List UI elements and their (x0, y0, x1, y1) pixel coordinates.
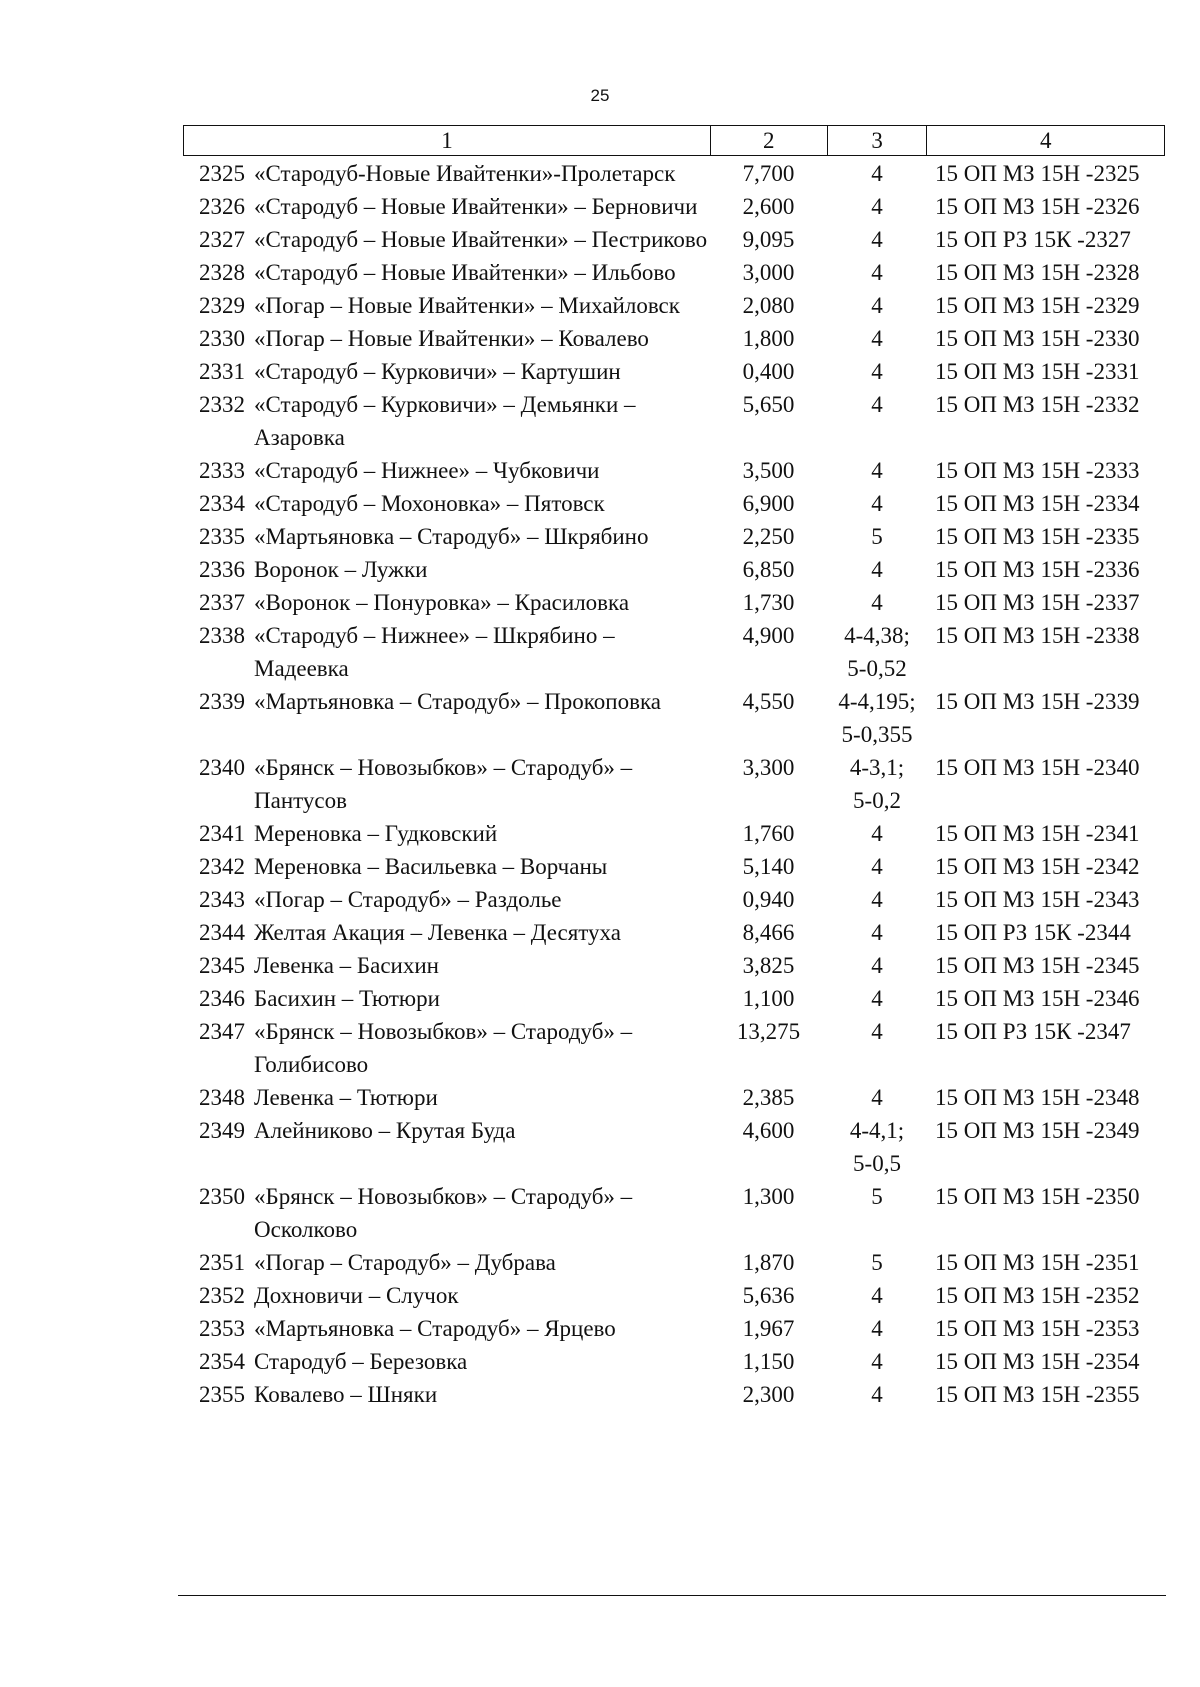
road-category-part: 4 (871, 458, 883, 483)
road-length: 1,760 (742, 821, 795, 846)
road-length: 2,300 (742, 1382, 795, 1407)
road-category-part: 4 (871, 854, 883, 879)
road-length: 1,730 (742, 590, 795, 615)
table-row (183, 685, 1165, 751)
road-category (827, 355, 927, 388)
road-code: 15 ОП МЗ 15Н -2333 (935, 458, 1140, 483)
row-number: 2335 (199, 524, 245, 549)
road-code: 15 ОП МЗ 15Н -2345 (935, 953, 1140, 978)
road-category-part: 4 (871, 227, 883, 252)
road-category (827, 1246, 927, 1279)
road-name: «Брянск – Новозыбков» – Стародуб» – Осколково (254, 1184, 633, 1242)
road-length: 2,600 (742, 194, 795, 219)
row-number: 2327 (199, 227, 245, 252)
road-name: «Воронок – Понуровка» – Красиловка (254, 590, 630, 615)
row-number: 2340 (199, 755, 245, 780)
road-name: Желтая Акация – Левенка – Десятуха (254, 920, 621, 945)
row-number: 2350 (199, 1184, 245, 1209)
table-row (183, 586, 1165, 619)
road-code: 15 ОП МЗ 15Н -2341 (935, 821, 1140, 846)
road-length: 3,825 (742, 953, 795, 978)
road-name: «Стародуб – Нижнее» – Чубковичи (254, 458, 600, 483)
road-code: 15 ОП МЗ 15Н -2335 (935, 524, 1140, 549)
road-name: «Мартьяновка – Стародуб» – Шкрябино (254, 524, 649, 549)
table-bottom-rule (178, 1595, 1166, 1596)
page-number: 25 (590, 86, 610, 105)
road-length: 5,140 (742, 854, 795, 879)
road-length: 5,650 (742, 392, 795, 417)
road-name: «Погар – Стародуб» – Дубрава (254, 1250, 556, 1275)
row-number: 2325 (199, 161, 245, 186)
road-length: 4,550 (742, 689, 795, 714)
road-category-part: 4 (871, 293, 883, 318)
road-category (827, 685, 927, 751)
road-code: 15 ОП МЗ 15Н -2355 (935, 1382, 1140, 1407)
road-length: 1,300 (742, 1184, 795, 1209)
row-number: 2345 (199, 953, 245, 978)
row-number: 2332 (199, 392, 245, 417)
road-length: 1,150 (742, 1349, 795, 1374)
road-category (827, 982, 927, 1015)
road-code: 15 ОП МЗ 15Н -2325 (935, 161, 1140, 186)
road-category-part: 4 (871, 1085, 883, 1110)
table-row (183, 1015, 1165, 1081)
row-number: 2334 (199, 491, 245, 516)
road-code: 15 ОП МЗ 15Н -2343 (935, 887, 1140, 912)
road-length: 1,967 (742, 1316, 795, 1341)
road-length: 4,900 (742, 623, 795, 648)
road-category-part: 4 (871, 392, 883, 417)
road-category (827, 157, 927, 190)
road-code: 15 ОП МЗ 15Н -2353 (935, 1316, 1140, 1341)
row-number: 2341 (199, 821, 245, 846)
header-col-2: 2 (710, 126, 827, 155)
road-name: «Погар – Новые Ивайтенки» – Михайловск (254, 293, 680, 318)
table-row (183, 454, 1165, 487)
table-row (183, 520, 1165, 553)
row-number: 2326 (199, 194, 245, 219)
road-name: «Стародуб – Новые Ивайтенки» – Берновичи (254, 194, 698, 219)
road-code: 15 ОП МЗ 15Н -2340 (935, 755, 1140, 780)
table-row (183, 1246, 1165, 1279)
table-row (183, 553, 1165, 586)
table-row (183, 949, 1165, 982)
table-row (183, 982, 1165, 1015)
row-number: 2337 (199, 590, 245, 615)
table-row (183, 190, 1165, 223)
table-row (183, 256, 1165, 289)
road-length: 3,300 (742, 755, 795, 780)
road-length: 4,600 (742, 1118, 795, 1143)
road-length: 6,900 (742, 491, 795, 516)
road-category-part: 5 (871, 1184, 883, 1209)
road-category (827, 586, 927, 619)
road-code: 15 ОП МЗ 15Н -2342 (935, 854, 1140, 879)
road-category-part: 4 (871, 1019, 883, 1044)
table-row (183, 1345, 1165, 1378)
roads-table (183, 157, 1165, 1411)
road-code: 15 ОП МЗ 15Н -2329 (935, 293, 1140, 318)
road-name: «Мартьяновка – Стародуб» – Ярцево (254, 1316, 616, 1341)
table-row (183, 751, 1165, 817)
road-category (827, 949, 927, 982)
road-category (827, 916, 927, 949)
road-category-part: 4 (871, 986, 883, 1011)
row-number: 2339 (199, 689, 245, 714)
row-number: 2344 (199, 920, 245, 945)
row-number: 2342 (199, 854, 245, 879)
road-length: 13,275 (736, 1019, 801, 1044)
road-category-part: 4 (871, 1283, 883, 1308)
road-category (827, 454, 927, 487)
table-row (183, 1378, 1165, 1411)
row-number: 2355 (199, 1382, 245, 1407)
road-category-part: 5-0,2 (853, 788, 901, 813)
table-row (183, 157, 1165, 190)
road-name: Ковалево – Шняки (254, 1382, 438, 1407)
road-name: Мереновка – Гудковский (254, 821, 498, 846)
row-number: 2336 (199, 557, 245, 582)
row-number: 2343 (199, 887, 245, 912)
road-category-part: 4 (871, 887, 883, 912)
row-number: 2331 (199, 359, 245, 384)
road-code: 15 ОП РЗ 15К -2327 (935, 227, 1131, 252)
road-name: «Стародуб-Новые Ивайтенки»-Пролетарск (254, 161, 676, 186)
road-code: 15 ОП МЗ 15Н -2351 (935, 1250, 1140, 1275)
road-length: 7,700 (742, 161, 795, 186)
road-category-part: 4 (871, 359, 883, 384)
table-row (183, 322, 1165, 355)
road-category-part: 4 (871, 590, 883, 615)
road-category-part: 4 (871, 161, 883, 186)
row-number: 2346 (199, 986, 245, 1011)
table-row (183, 1081, 1165, 1114)
road-code: 15 ОП МЗ 15Н -2326 (935, 194, 1140, 219)
road-code: 15 ОП РЗ 15К -2347 (935, 1019, 1131, 1044)
road-category (827, 1180, 927, 1246)
row-number: 2353 (199, 1316, 245, 1341)
road-category-part: 4-4,1; (849, 1118, 905, 1143)
table-row (183, 1312, 1165, 1345)
road-name: «Стародуб – Курковичи» – Картушин (254, 359, 621, 384)
road-length: 0,400 (742, 359, 795, 384)
road-category-part: 4 (871, 821, 883, 846)
road-code: 15 ОП МЗ 15Н -2336 (935, 557, 1140, 582)
road-category-part: 4-3,1; (849, 755, 905, 780)
road-category (827, 553, 927, 586)
row-number: 2352 (199, 1283, 245, 1308)
road-length: 8,466 (742, 920, 795, 945)
row-number: 2328 (199, 260, 245, 285)
road-category (827, 1015, 927, 1081)
table-header (183, 125, 1165, 156)
road-category (827, 256, 927, 289)
table-row (183, 487, 1165, 520)
road-length: 1,100 (742, 986, 795, 1011)
road-name: Стародуб – Березовка (254, 1349, 468, 1374)
row-number: 2349 (199, 1118, 245, 1143)
table-row (183, 817, 1165, 850)
road-code: 15 ОП МЗ 15Н -2339 (935, 689, 1140, 714)
road-name: «Брянск – Новозыбков» – Стародуб» – Голибисово (254, 1019, 633, 1077)
road-name: Мереновка – Васильевка – Ворчаны (254, 854, 608, 879)
road-category-part: 4 (871, 557, 883, 582)
road-category (827, 850, 927, 883)
road-category (827, 817, 927, 850)
road-category-part: 4-4,38; (844, 623, 910, 648)
table-row (183, 1180, 1165, 1246)
road-category (827, 1114, 927, 1180)
table-row (183, 355, 1165, 388)
header-col-4: 4 (926, 126, 1164, 155)
road-length: 1,800 (742, 326, 795, 351)
road-code: 15 ОП МЗ 15Н -2330 (935, 326, 1140, 351)
road-code: 15 ОП МЗ 15Н -2334 (935, 491, 1140, 516)
road-name: «Погар – Новые Ивайтенки» – Ковалево (254, 326, 649, 351)
road-code: 15 ОП МЗ 15Н -2354 (935, 1349, 1140, 1374)
road-length: 3,000 (742, 260, 795, 285)
road-name: «Стародуб – Новые Ивайтенки» – Ильбово (254, 260, 676, 285)
road-name: Басихин – Тютюри (254, 986, 440, 1011)
road-code: 15 ОП МЗ 15Н -2346 (935, 986, 1140, 1011)
road-length: 5,636 (742, 1283, 795, 1308)
road-name: «Стародуб – Новые Ивайтенки» – Пестриково (254, 227, 708, 252)
row-number: 2329 (199, 293, 245, 318)
road-category (827, 289, 927, 322)
road-category-part: 4 (871, 1382, 883, 1407)
road-code: 15 ОП РЗ 15К -2344 (935, 920, 1131, 945)
road-category-part: 4 (871, 1316, 883, 1341)
road-name: «Стародуб – Нижнее» – Шкрябино – Мадеевка (254, 623, 615, 681)
road-category (827, 619, 927, 685)
road-length: 3,500 (742, 458, 795, 483)
row-number: 2330 (199, 326, 245, 351)
road-category-part: 5-0,52 (847, 656, 907, 681)
road-name: «Стародуб – Мохоновка» – Пятовск (254, 491, 605, 516)
road-category (827, 1378, 927, 1411)
road-category-part: 5-0,355 (841, 722, 913, 747)
road-code: 15 ОП МЗ 15Н -2338 (935, 623, 1140, 648)
road-category-part: 5 (871, 524, 883, 549)
road-category (827, 520, 927, 553)
road-category-part: 4-4,195; (838, 689, 916, 714)
road-category-part: 4 (871, 1349, 883, 1374)
road-name: «Брянск – Новозыбков» – Стародуб» – Пантусов (254, 755, 633, 813)
row-number: 2338 (199, 623, 245, 648)
road-code: 15 ОП МЗ 15Н -2337 (935, 590, 1140, 615)
table-row (183, 289, 1165, 322)
road-code: 15 ОП МЗ 15Н -2352 (935, 1283, 1140, 1308)
road-category (827, 487, 927, 520)
road-category (827, 1345, 927, 1378)
road-category-part: 4 (871, 953, 883, 978)
table-row (183, 916, 1165, 949)
road-category (827, 322, 927, 355)
road-length: 2,080 (742, 293, 795, 318)
road-name: Левенка – Тютюри (254, 1085, 438, 1110)
road-category-part: 5 (871, 1250, 883, 1275)
road-name: Левенка – Басихин (254, 953, 439, 978)
road-length: 2,385 (742, 1085, 795, 1110)
table-row (183, 850, 1165, 883)
road-name: Воронок – Лужки (254, 557, 428, 582)
table-row (183, 619, 1165, 685)
road-category (827, 1279, 927, 1312)
road-name: Дохновичи – Случок (254, 1283, 459, 1308)
table-row (183, 223, 1165, 256)
road-category (827, 1081, 927, 1114)
road-code: 15 ОП МЗ 15Н -2350 (935, 1184, 1140, 1209)
road-name: «Стародуб – Курковичи» – Демьянки – Азаровка (254, 392, 636, 450)
road-category-part: 4 (871, 491, 883, 516)
road-category-part: 5-0,5 (853, 1151, 901, 1176)
road-category (827, 388, 927, 454)
row-number: 2351 (199, 1250, 245, 1275)
row-number: 2333 (199, 458, 245, 483)
road-category-part: 4 (871, 194, 883, 219)
road-category (827, 190, 927, 223)
road-length: 2,250 (742, 524, 795, 549)
table-row (183, 1114, 1165, 1180)
header-col-3: 3 (827, 126, 927, 155)
road-name: Алейниково – Крутая Буда (254, 1118, 516, 1143)
road-length: 1,870 (742, 1250, 795, 1275)
road-category (827, 883, 927, 916)
road-category (827, 223, 927, 256)
road-name: «Погар – Стародуб» – Раздолье (254, 887, 562, 912)
road-code: 15 ОП МЗ 15Н -2328 (935, 260, 1140, 285)
road-category (827, 751, 927, 817)
header-col-1: 1 (441, 127, 453, 153)
road-category-part: 4 (871, 260, 883, 285)
table-row (183, 883, 1165, 916)
row-number: 2348 (199, 1085, 245, 1110)
road-length: 0,940 (742, 887, 795, 912)
road-length: 6,850 (742, 557, 795, 582)
row-number: 2354 (199, 1349, 245, 1374)
table-row (183, 1279, 1165, 1312)
road-name: «Мартьяновка – Стародуб» – Прокоповка (254, 689, 662, 714)
road-code: 15 ОП МЗ 15Н -2331 (935, 359, 1140, 384)
road-code: 15 ОП МЗ 15Н -2332 (935, 392, 1140, 417)
road-code: 15 ОП МЗ 15Н -2349 (935, 1118, 1140, 1143)
road-code: 15 ОП МЗ 15Н -2348 (935, 1085, 1140, 1110)
row-number: 2347 (199, 1019, 245, 1044)
road-category (827, 1312, 927, 1345)
table-row (183, 388, 1165, 454)
road-category-part: 4 (871, 920, 883, 945)
road-category-part: 4 (871, 326, 883, 351)
road-length: 9,095 (742, 227, 795, 252)
